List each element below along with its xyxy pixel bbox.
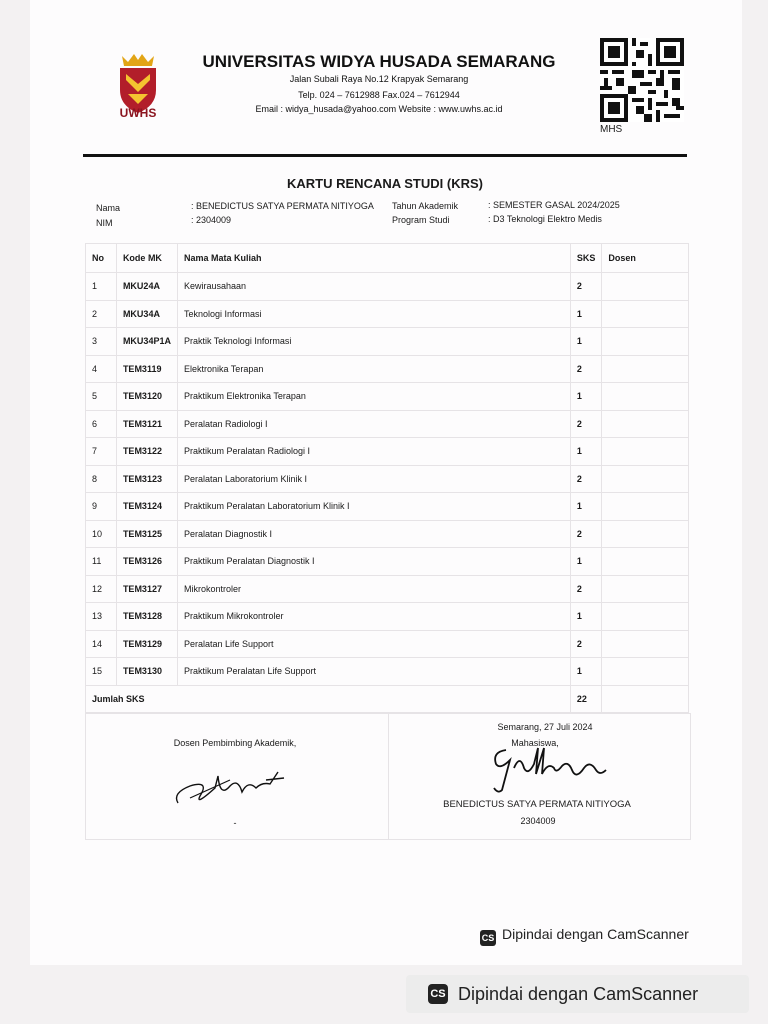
signature-date: Semarang, 27 Juli 2024	[497, 722, 593, 732]
row-nama-mata-kuliah: Praktikum Mikrokontroler	[177, 603, 570, 631]
total-empty	[602, 685, 689, 713]
table-row	[86, 658, 689, 686]
total-sks: 22	[570, 685, 602, 713]
table-row	[86, 548, 689, 576]
row-nama-mata-kuliah: Peralatan Life Support	[177, 630, 570, 658]
row-kode-mk: TEM3130	[116, 658, 177, 686]
camscanner-text: Dipindai dengan CamScanner	[502, 926, 689, 942]
row-nama-mata-kuliah: Praktikum Peralatan Radiologi I	[177, 438, 570, 466]
camscanner-bar-icon: CS	[428, 984, 448, 1004]
row-dosen	[602, 493, 689, 521]
row-kode-mk: MKU24A	[116, 273, 177, 301]
row-sks: 1	[570, 328, 602, 356]
advisor-signature	[170, 758, 290, 813]
row-no: 15	[86, 658, 117, 686]
row-kode-mk: TEM3124	[116, 493, 177, 521]
qr-code	[600, 38, 684, 122]
row-sks: 2	[570, 465, 602, 493]
row-dosen	[602, 603, 689, 631]
total-label: Jumlah SKS	[86, 685, 571, 713]
camscanner-stamp	[480, 926, 689, 946]
student-name: BENEDICTUS SATYA PERMATA NITIYOGA	[443, 799, 631, 810]
phone-line: Telp. 024 – 7612988 Fax.024 – 7612944	[298, 90, 460, 100]
value-nim: : 2304009	[191, 215, 232, 225]
label-tahun-akademik: Tahun Akademik	[392, 201, 459, 211]
advisor-name: -	[233, 818, 237, 828]
row-nama-mata-kuliah: Praktikum Peralatan Diagnostik I	[177, 548, 570, 576]
table-row	[86, 438, 689, 466]
row-nama-mata-kuliah: Mikrokontroler	[177, 575, 570, 603]
row-no: 10	[86, 520, 117, 548]
row-kode-mk: TEM3122	[116, 438, 177, 466]
row-kode-mk: TEM3129	[116, 630, 177, 658]
table-row	[86, 630, 689, 658]
row-no: 12	[86, 575, 117, 603]
row-sks: 2	[570, 630, 602, 658]
camscanner-icon: CS	[480, 930, 496, 946]
label-nim: NIM	[96, 218, 113, 228]
university-name: UNIVERSITAS WIDYA HUSADA SEMARANG	[202, 52, 556, 71]
row-dosen	[602, 658, 689, 686]
row-kode-mk: TEM3120	[116, 383, 177, 411]
row-dosen	[602, 438, 689, 466]
signature-divider	[388, 714, 389, 839]
row-kode-mk: TEM3127	[116, 575, 177, 603]
header-sks: SKS	[570, 244, 602, 273]
qr-label: MHS	[600, 124, 623, 135]
row-sks: 2	[570, 520, 602, 548]
table-row	[86, 493, 689, 521]
row-nama-mata-kuliah: Praktikum Peralatan Life Support	[177, 658, 570, 686]
row-dosen	[602, 300, 689, 328]
document-title: KARTU RENCANA STUDI (KRS)	[287, 176, 483, 191]
row-no: 14	[86, 630, 117, 658]
header-kode-mk: Kode MK	[116, 244, 177, 273]
row-dosen	[602, 630, 689, 658]
table-row	[86, 575, 689, 603]
row-sks: 2	[570, 273, 602, 301]
table-row	[86, 603, 689, 631]
row-nama-mata-kuliah: Praktik Teknologi Informasi	[177, 328, 570, 356]
row-no: 4	[86, 355, 117, 383]
row-kode-mk: TEM3126	[116, 548, 177, 576]
row-nama-mata-kuliah: Peralatan Diagnostik I	[177, 520, 570, 548]
row-nama-mata-kuliah: Teknologi Informasi	[177, 300, 570, 328]
row-nama-mata-kuliah: Praktikum Elektronika Terapan	[177, 383, 570, 411]
row-no: 6	[86, 410, 117, 438]
row-nama-mata-kuliah: Peralatan Laboratorium Klinik I	[177, 465, 570, 493]
row-no: 2	[86, 300, 117, 328]
logo-text: UWHS	[119, 106, 157, 120]
row-dosen	[602, 383, 689, 411]
row-no: 8	[86, 465, 117, 493]
row-no: 1	[86, 273, 117, 301]
row-dosen	[602, 548, 689, 576]
row-sks: 2	[570, 410, 602, 438]
row-dosen	[602, 465, 689, 493]
table-header-row	[86, 244, 689, 273]
table-row	[86, 410, 689, 438]
row-sks: 1	[570, 658, 602, 686]
row-sks: 1	[570, 548, 602, 576]
row-sks: 1	[570, 383, 602, 411]
row-nama-mata-kuliah: Peralatan Radiologi I	[177, 410, 570, 438]
value-tahun-akademik: : SEMESTER GASAL 2024/2025	[488, 200, 620, 210]
table-row	[86, 355, 689, 383]
row-nama-mata-kuliah: Praktikum Peralatan Laboratorium Klinik I	[177, 493, 570, 521]
table-row	[86, 328, 689, 356]
header-divider	[83, 154, 687, 157]
row-no: 5	[86, 383, 117, 411]
contact-line: Email : widya_husada@yahoo.com Website : www.uwhs.ac.id	[255, 104, 503, 114]
row-no: 7	[86, 438, 117, 466]
camscanner-bar-text: Dipindai dengan CamScanner	[458, 984, 699, 1004]
table-row	[86, 465, 689, 493]
table-row	[86, 273, 689, 301]
row-no: 9	[86, 493, 117, 521]
total-row	[86, 685, 689, 713]
row-nama-mata-kuliah: Elektronika Terapan	[177, 355, 570, 383]
table-row	[86, 520, 689, 548]
course-table	[85, 243, 689, 713]
row-dosen	[602, 355, 689, 383]
header-nama-mata-kuliah: Nama Mata Kuliah	[177, 244, 570, 273]
value-nama: : BENEDICTUS SATYA PERMATA NITIYOGA	[191, 201, 374, 211]
row-sks: 1	[570, 300, 602, 328]
label-program-studi: Program Studi	[392, 215, 450, 225]
row-kode-mk: MKU34A	[116, 300, 177, 328]
row-no: 3	[86, 328, 117, 356]
row-sks: 2	[570, 575, 602, 603]
row-kode-mk: TEM3121	[116, 410, 177, 438]
student-title: Mahasiswa,	[511, 738, 559, 748]
row-sks: 1	[570, 438, 602, 466]
row-kode-mk: TEM3119	[116, 355, 177, 383]
address-line: Jalan Subali Raya No.12 Krapyak Semarang	[289, 74, 469, 84]
advisor-title: Dosen Pembimbing Akademik,	[173, 738, 297, 748]
row-dosen	[602, 273, 689, 301]
row-no: 13	[86, 603, 117, 631]
table-row	[86, 383, 689, 411]
student-nim: 2304009	[520, 816, 556, 826]
header-no: No	[86, 244, 117, 273]
row-kode-mk: TEM3123	[116, 465, 177, 493]
value-program-studi: : D3 Teknologi Elektro Medis	[488, 214, 602, 224]
row-sks: 1	[570, 603, 602, 631]
label-nama: Nama	[96, 203, 121, 213]
row-dosen	[602, 328, 689, 356]
header-dosen: Dosen	[602, 244, 689, 273]
row-sks: 1	[570, 493, 602, 521]
camscanner-bar	[406, 975, 749, 1013]
row-kode-mk: TEM3125	[116, 520, 177, 548]
table-row	[86, 300, 689, 328]
row-dosen	[602, 575, 689, 603]
row-kode-mk: TEM3128	[116, 603, 177, 631]
row-sks: 2	[570, 355, 602, 383]
row-dosen	[602, 520, 689, 548]
student-signature	[484, 740, 614, 795]
row-no: 11	[86, 548, 117, 576]
row-nama-mata-kuliah: Kewirausahaan	[177, 273, 570, 301]
row-dosen	[602, 410, 689, 438]
row-kode-mk: MKU34P1A	[116, 328, 177, 356]
